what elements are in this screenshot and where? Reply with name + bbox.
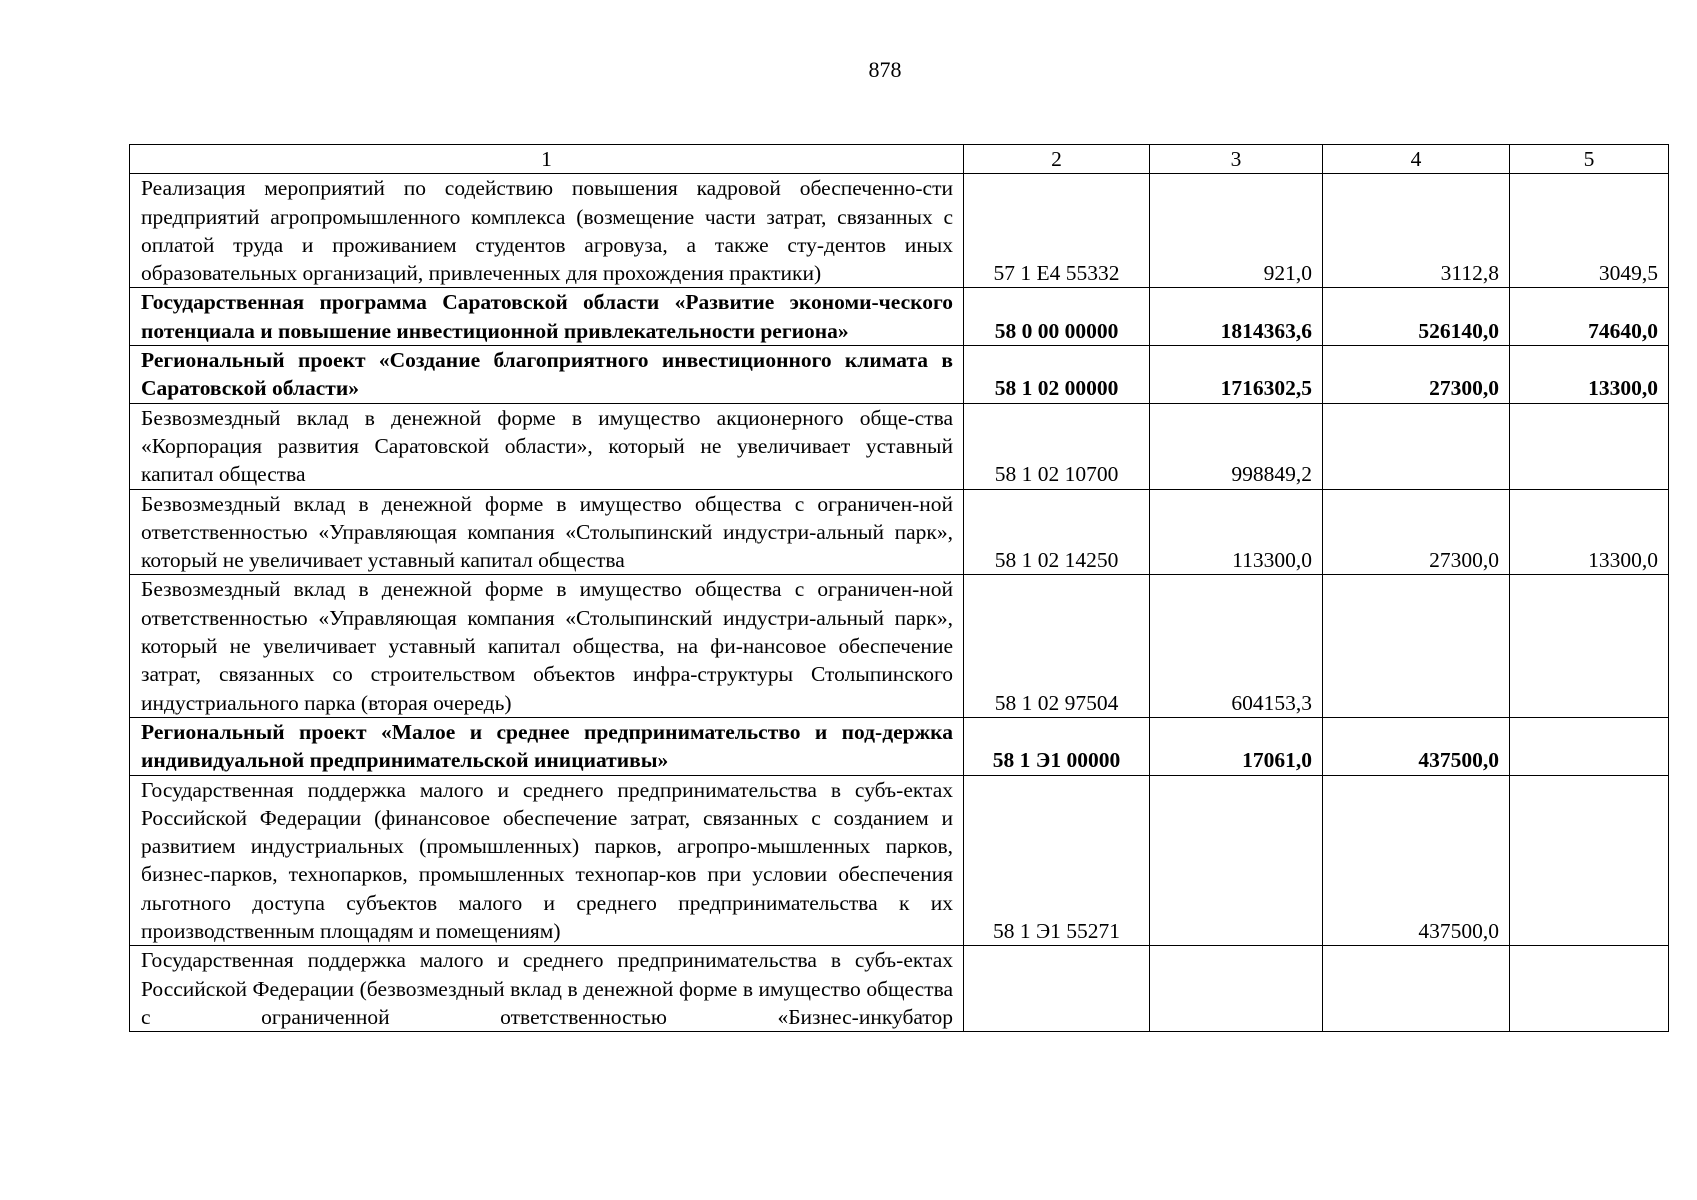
row-value-col5: [1510, 403, 1669, 489]
header-col-2: 2: [964, 145, 1150, 174]
row-value-col4: 526140,0: [1323, 288, 1510, 346]
row-name: Государственная программа Саратовской области «Развитие экономи-ческого потенциала и повышение инвестиционной привлекательности региона»: [130, 288, 964, 346]
row-name: Региональный проект «Малое и среднее предпринимательство и под-держка индивидуальной предпринимательской инициативы»: [130, 717, 964, 775]
row-value-col5: [1510, 717, 1669, 775]
row-code: 57 1 Е4 55332: [964, 174, 1150, 288]
row-value-col3: 1814363,6: [1150, 288, 1323, 346]
row-value-col5: [1510, 946, 1669, 1032]
row-value-col5: [1510, 575, 1669, 717]
row-name: Безвозмездный вклад в денежной форме в имущество общества с ограничен-ной ответственностью «Управляющая компания «Столыпинский индустри-альный парк», который не увеличивает уставный капитал общества: [130, 489, 964, 575]
table-row: [130, 174, 1669, 288]
header-row: [130, 145, 1669, 174]
row-value-col3: 998849,2: [1150, 403, 1323, 489]
row-value-col5: 3049,5: [1510, 174, 1669, 288]
budget-table: [129, 144, 1669, 1032]
row-value-col4: 27300,0: [1323, 489, 1510, 575]
row-code: 58 0 00 00000: [964, 288, 1150, 346]
row-code: 58 1 02 97504: [964, 575, 1150, 717]
row-code: 58 1 02 00000: [964, 346, 1150, 404]
row-value-col5: 13300,0: [1510, 489, 1669, 575]
row-value-col5: 13300,0: [1510, 346, 1669, 404]
header-col-4: 4: [1323, 145, 1510, 174]
table-row: [130, 403, 1669, 489]
table-row: [130, 946, 1669, 1032]
row-value-col4: 27300,0: [1323, 346, 1510, 404]
row-value-col4: [1323, 575, 1510, 717]
row-value-col3: 17061,0: [1150, 717, 1323, 775]
row-value-col3: 604153,3: [1150, 575, 1323, 717]
row-code: 58 1 Э1 00000: [964, 717, 1150, 775]
table-row: [130, 288, 1669, 346]
table-row: [130, 717, 1669, 775]
row-name: Реализация мероприятий по содействию повышения кадровой обеспеченно-сти предприятий агропромышленного комплекса (возмещение части затрат, связанных с оплатой труда и проживанием студентов агровуза, а также сту-дентов иных образовательных организаций, привлеченных для прохождения практики): [130, 174, 964, 288]
header-col-1: 1: [130, 145, 964, 174]
row-name: Безвозмездный вклад в денежной форме в имущество акционерного обще-ства «Корпорация развития Саратовской области», который не увеличивает уставный капитал общества: [130, 403, 964, 489]
row-name: Государственная поддержка малого и среднего предпринимательства в субъ-ектах Российской Федерации (безвозмездный вклад в денежной форме в имущество общества с ограниченной ответственностью «Бизнес-инкубатор: [130, 946, 964, 1032]
header-col-5: 5: [1510, 145, 1669, 174]
row-value-col5: [1510, 775, 1669, 946]
row-code: 58 1 Э1 55271: [964, 775, 1150, 946]
row-name: Государственная поддержка малого и среднего предпринимательства в субъ-ектах Российской Федерации (финансовое обеспечение затрат, связанных с созданием и развитием индустриальных (промышленных) парков, агропро-мышленных парков, бизнес-парков, технопарков, промышленных технопар-ков при условии обеспечения льготного доступа субъектов малого и среднего предпринимательства к их производственным площадям и помещениям): [130, 775, 964, 946]
table-header: [130, 145, 1669, 174]
row-value-col3: [1150, 946, 1323, 1032]
row-code: 58 1 02 14250: [964, 489, 1150, 575]
row-code: 58 1 02 10700: [964, 403, 1150, 489]
row-value-col4: [1323, 403, 1510, 489]
page-number: 878: [868, 57, 902, 82]
header-col-3: 3: [1150, 145, 1323, 174]
table-row: [130, 489, 1669, 575]
row-value-col3: 921,0: [1150, 174, 1323, 288]
row-value-col3: 113300,0: [1150, 489, 1323, 575]
table-body: [130, 174, 1669, 1032]
table-row: [130, 775, 1669, 946]
row-name: Региональный проект «Создание благоприятного инвестиционного климата в Саратовской области»: [130, 346, 964, 404]
row-name: Безвозмездный вклад в денежной форме в имущество общества с ограничен-ной ответственностью «Управляющая компания «Столыпинский индустри-альный парк», который не увеличивает уставный капитал общества, на фи-нансовое обеспечение затрат, связанных со строительством объектов инфра-структуры Столыпинского индустриального парка (вторая очередь): [130, 575, 964, 717]
row-value-col3: [1150, 775, 1323, 946]
row-value-col5: 74640,0: [1510, 288, 1669, 346]
row-code: [964, 946, 1150, 1032]
row-value-col3: 1716302,5: [1150, 346, 1323, 404]
table-row: [130, 346, 1669, 404]
row-value-col4: [1323, 946, 1510, 1032]
row-value-col4: 437500,0: [1323, 717, 1510, 775]
row-value-col4: 3112,8: [1323, 174, 1510, 288]
table-row: [130, 575, 1669, 717]
row-value-col4: 437500,0: [1323, 775, 1510, 946]
